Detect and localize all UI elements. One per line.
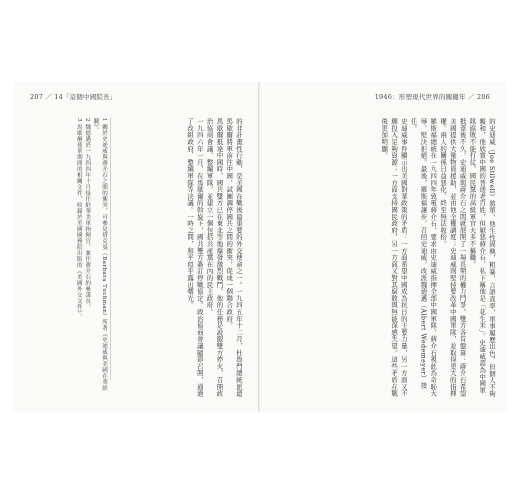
footnote: 3 馬歇爾使華期間的相關文件，收錄於美國國務院出版的《美國外交文件》。 — [75, 118, 82, 320]
right-paragraph: 抵華後不久，史迪威與蔣介石之間就展開了一場長期的權力鬥爭。雙方各有盤算：蔣介石希望美國提供大量物資援助，並由他全權調度；史迪威則堅持要改革中國軍隊，並取得更大的指揮權。兩人的關係日益惡化，終至無法收拾。 — [439, 118, 467, 397]
footnotes — [34, 118, 108, 398]
left-page-body — [115, 118, 243, 398]
right-paragraph: 史迪威事件顯示出美國對華政策的矛盾：一方面希望中國成為抗日的主要力量，另一方面又不願投入足夠資源；一方面支持國民政府，另一方面又對其腐敗與無能深感失望。這些矛盾在戰後更加明顯。 — [380, 118, 408, 397]
right-page-body — [288, 118, 496, 398]
left-paragraph: 一九四六年一月，在馬歇爾的斡旋下，國共雙方簽訂停戰協定。政治協商會議隨即召開，通過了改組政府、整編軍隊等決議。一時之間，和平似乎露出曙光。 — [186, 118, 204, 397]
left-paragraph: 的非計畫性行動，是美國在戰後最重要的外交使命之一。一九四五年十二月，杜魯門總統派遣馬歇爾將軍前往中國，試圖調停國共之間的衝突，促成一個聯合政府。 — [225, 118, 243, 397]
footnote: 1 關於史迪威與蔣介石之間的衝突，可參見塔克曼（Barbara Tuchman）所著《史迪威與美國在華經驗》。 — [92, 118, 107, 392]
right-page-header: 1946：形塑現代世界的關鍵年 ／ 206 — [374, 93, 490, 101]
right-paragraph: 羅斯福總統在一九四四年致電蔣介石，要求由史迪威指揮全部中國軍隊，蔣介石視此為奇恥大辱，堅決拒絕。最後，羅斯福讓步，召回史迪威，改派魏德邁（Albert Wedemeyer）接任。 — [409, 118, 438, 397]
footnote-divider — [110, 118, 111, 380]
left-paragraph: 馬歇爾抵達中國時，國共雙方已在東北等地爆發激烈戰鬥。他的任務是說服雙方停火，召開政治協商會議，整編軍隊，並建立一個包括共產黨在內的民主政府。 — [205, 118, 224, 397]
right-paragraph: 的史迪威（Joe Stilwell）將軍，他生性固執，粗暴，言語直率，軍事履歷出色，但個人不夠親和，他欣賞中國的普通老百姓，但厭惡蔣介石，私下稱他是「花生米」。史迪威認為中國軍隊腐敗不能打仗，國民黨的高級軍官大多不稱職。 — [468, 118, 496, 398]
left-page-header: 207 ／ 14「這個中國院長」 — [30, 93, 117, 101]
book-gutter — [258, 82, 260, 412]
footnote: 2 魏德邁於一九四四年十月接任駐華美軍指揮官，兼任蔣介石的參謀長。 — [84, 118, 91, 311]
